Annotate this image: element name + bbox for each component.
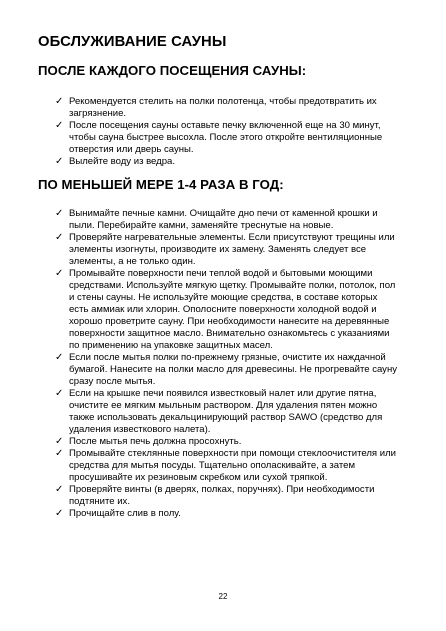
list-item-text: Рекомендуется стелить на полки полотенца, чтобы предотвратить их загрязнение. [69, 96, 377, 119]
list-item [0, 508, 399, 520]
page-number: 22 [218, 592, 228, 601]
list-item-text: Если на крышке печи появился известковый налет или другие пятна, очистите ее мягким мыльным раствором. Для удаления пятен можно также использовать декальцинирующий раствор SAWO (средство для удаления известкового налета). [69, 388, 383, 435]
checkmark-icon: ✓ [55, 352, 64, 363]
list-item [0, 352, 399, 388]
list-item-text: Если после мытья полки по-прежнему грязные, очистите их наждачной бумагой. Нанесите на полки масло для древесины. Не прогревайте сауну сразу после мытья. [69, 352, 398, 387]
list-item-text: Вылейте воду из ведра. [69, 156, 175, 167]
page-title: ОБСЛУЖИВАНИЕ САУНЫ [38, 34, 227, 50]
yearly-maintenance-list [0, 208, 446, 520]
list-item [0, 96, 399, 120]
checkmark-icon: ✓ [55, 232, 64, 243]
list-item [0, 448, 399, 484]
list-item-text: Промывайте стеклянные поверхности при помощи стеклоочистителя или средства для мытья посуды. Тщательно ополаскивайте, а затем просушивайте их резиновым скребком или сухой тряпкой. [69, 448, 396, 483]
checkmark-icon: ✓ [55, 268, 64, 279]
checkmark-icon: ✓ [55, 96, 64, 107]
checkmark-icon: ✓ [55, 508, 64, 519]
list-item-text: Промывайте поверхности печи теплой водой и бытовыми моющими средствами. Используйте мягкую щетку. Промывайте полки, потолок, пол и стены сауны. Не используйте моющие средства, в составе которых есть аммиак или хлорин. Ополосните поверхности холодной водой и хорошо проветрите сауну. При необходимости нанесите на деревянные поверхности защитное масло. Внимательно ознакомьтесь с указаниями по применению на упаковке защитных масел. [69, 268, 396, 351]
list-item [0, 156, 399, 168]
list-item-text: После мытья печь должна просохнуть. [69, 436, 242, 447]
section-heading-after-each-visit: ПОСЛЕ КАЖДОГО ПОСЕЩЕНИЯ САУНЫ: [38, 63, 307, 78]
checkmark-icon: ✓ [55, 436, 64, 447]
checkmark-icon: ✓ [55, 156, 64, 167]
list-item [0, 436, 399, 448]
list-item-text: Проверяйте винты (в дверях, полках, поручнях). При необходимости подтяните их. [69, 484, 375, 507]
checkmark-icon: ✓ [55, 208, 64, 219]
list-item [0, 120, 399, 156]
list-item-text: Вынимайте печные камни. Очищайте дно печи от каменной крошки и пыли. Перебирайте камни, заменяйте треснутые на новые. [69, 208, 378, 231]
checkmark-icon: ✓ [55, 388, 64, 399]
list-item-text: После посещения сауны оставьте печку включенной еще на 30 минут, чтобы сауна быстрее высохла. После этого откройте вентиляционные отверстия или дверь сауны. [69, 120, 383, 155]
checkmark-icon: ✓ [55, 448, 64, 459]
section-heading-yearly: ПО МЕНЬШЕЙ МЕРЕ 1-4 РАЗА В ГОД: [38, 177, 284, 192]
list-item-text: Прочищайте слив в полу. [69, 508, 181, 519]
after-visit-list [0, 96, 446, 168]
list-item-text: Проверяйте нагревательные элементы. Если присутствуют трещины или элементы изогнуты, производите их замену. Заменять следует все элементы, а не только один. [69, 232, 395, 267]
list-item [0, 388, 399, 436]
checkmark-icon: ✓ [55, 120, 64, 131]
list-item [0, 232, 399, 268]
checkmark-icon: ✓ [55, 484, 64, 495]
list-item [0, 208, 399, 232]
list-item [0, 484, 399, 508]
list-item [0, 268, 399, 352]
